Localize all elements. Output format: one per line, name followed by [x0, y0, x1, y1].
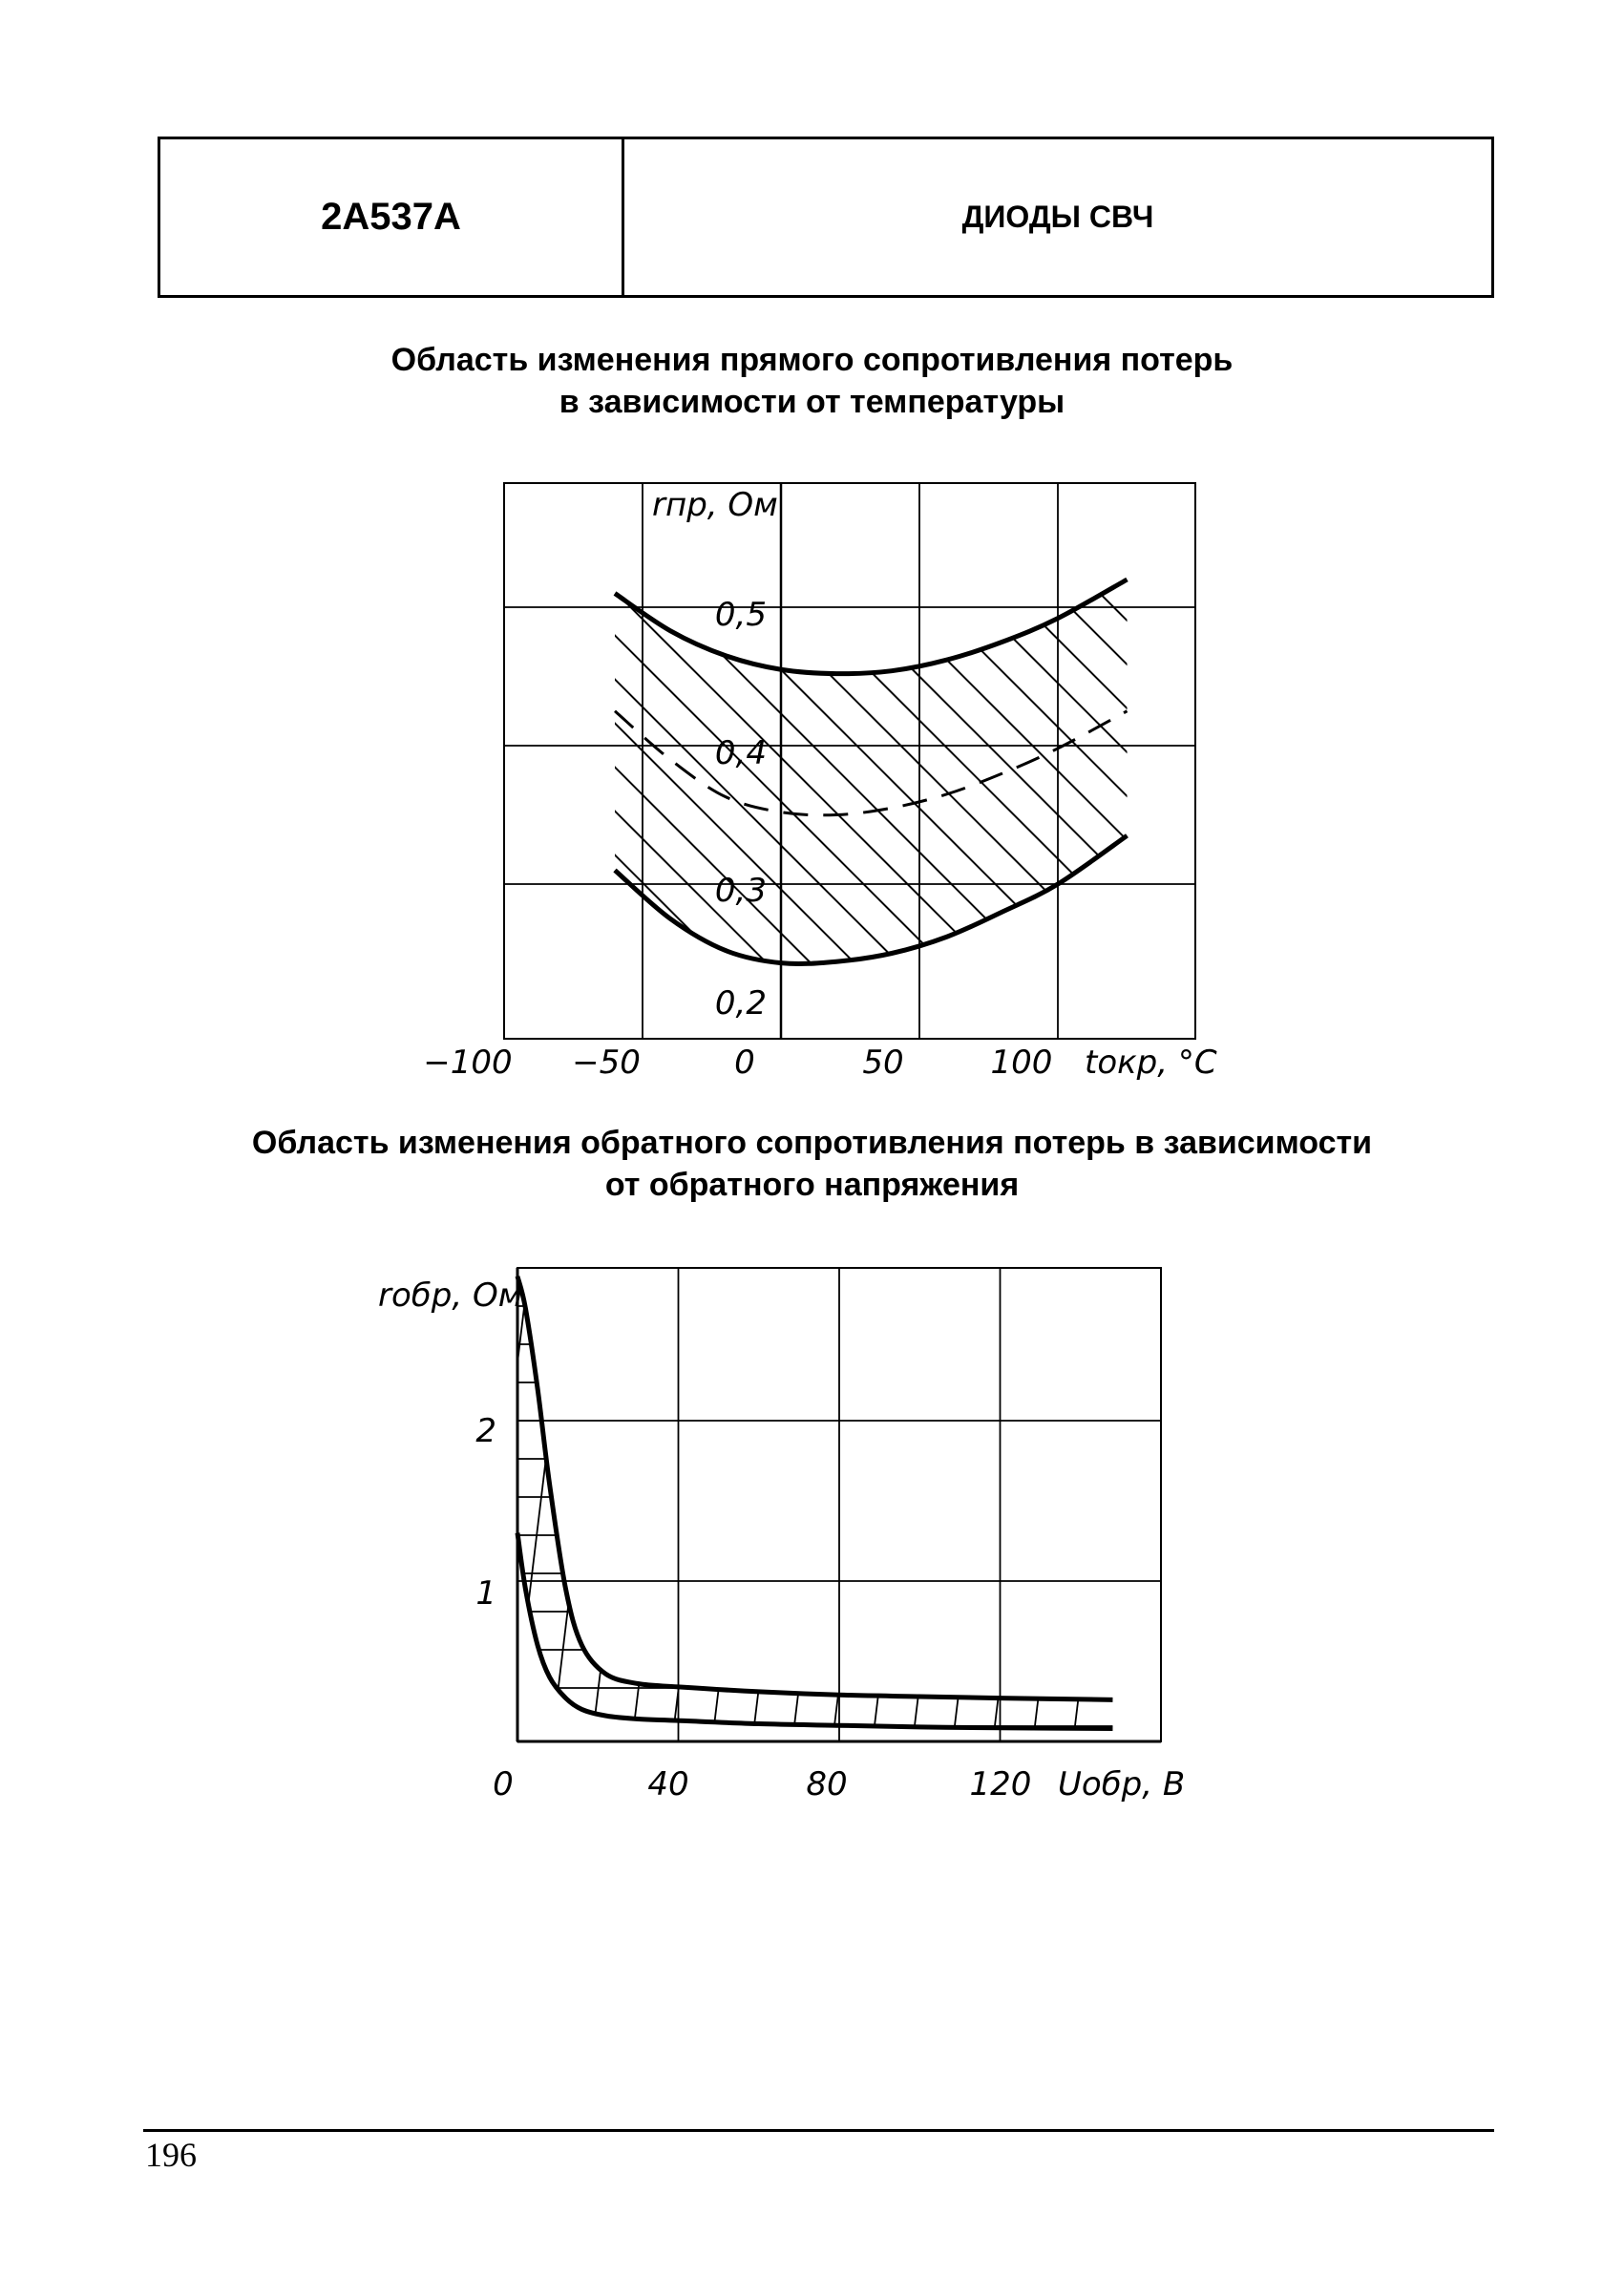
chart2-x-tick-label: 120 — [969, 1765, 1032, 1803]
chart2-hatch-group — [231, 1268, 1331, 1741]
chart1-hatch-line — [1176, 538, 1615, 978]
chart1-hatch-line — [474, 538, 913, 978]
chart2 — [231, 1268, 1331, 1803]
chart2-upper-curve — [517, 1276, 1112, 1700]
chart1-hatch-line — [298, 538, 737, 978]
chart1-x-tick-label: −100 — [423, 1044, 513, 1082]
chart1-hatch-line — [0, 538, 386, 978]
chart1-y-tick-label: 0,3 — [714, 872, 767, 910]
chart1-hatch-line — [0, 538, 430, 978]
chart1-hatch-line — [122, 538, 561, 978]
chart1-x-tick-label: 50 — [862, 1044, 904, 1082]
chart2-hatch-diag — [752, 1268, 810, 1741]
chart2-hatch-diag — [1234, 1268, 1291, 1741]
chart1-hatch-line — [1044, 538, 1484, 978]
chart1-hatch-line — [430, 538, 869, 978]
chart2-y-tick-label: 2 — [475, 1412, 496, 1450]
chart1-hatch-line — [210, 538, 649, 978]
chart1-title-line2: в зависимости от температуры — [559, 384, 1065, 420]
chart1-lower-curve — [615, 835, 1128, 963]
chart2-hatch-diag — [271, 1268, 328, 1741]
chart2-hatch-diag — [873, 1268, 930, 1741]
chart2-y-axis-label: rобр, Ом — [378, 1276, 523, 1315]
chart2-hatch-diag — [672, 1268, 729, 1741]
chart2-hatch-diag — [712, 1268, 770, 1741]
chart2-hatch-diag — [792, 1268, 850, 1741]
chart1-hatch-line — [166, 538, 605, 978]
footer-rule — [143, 2129, 1494, 2132]
chart1-title-line1: Область изменения прямого сопротивления потерь — [390, 342, 1234, 378]
chart1-hatch-line — [78, 538, 517, 978]
chart2-title-line2: от обратного напряжения — [604, 1167, 1020, 1203]
chart2-hatch-diag — [993, 1268, 1050, 1741]
chart2-x-tick-label: 0 — [493, 1765, 514, 1803]
chart1 — [0, 483, 1624, 1082]
chart1-y-tick-label: 0,5 — [714, 596, 767, 634]
chart1-x-axis-label: tокр, °С — [1085, 1044, 1217, 1082]
chart1-hatch-line — [1440, 538, 1624, 978]
chart1-hatch-line — [1396, 538, 1624, 978]
chart2-hatch-diag — [472, 1268, 529, 1741]
chart1-y-axis-label: rпр, Ом — [652, 486, 778, 524]
chart2-title-line1: Область изменения обратного сопротивления потерь в зависимости — [251, 1125, 1373, 1161]
chart1-hatch-line — [1088, 538, 1528, 978]
chart1-x-tick-label: −50 — [572, 1044, 641, 1082]
chart1-x-tick-label: 100 — [990, 1044, 1053, 1082]
chart2-hatch-diag — [432, 1268, 489, 1741]
chart2-hatch-diag — [1274, 1268, 1331, 1741]
chart1-y-tick-label: 0,2 — [714, 984, 767, 1023]
chart2-hatch-diag — [1073, 1268, 1130, 1741]
chart2-hatch-diag — [1033, 1268, 1090, 1741]
chart1-hatch-line — [1264, 538, 1624, 978]
chart1-hatch-line — [1308, 538, 1624, 978]
chart2-hatch-diag — [391, 1268, 449, 1741]
chart2-hatch-diag — [913, 1268, 970, 1741]
section-title: ДИОДЫ СВЧ — [961, 200, 1154, 234]
chart2-hatch-diag — [351, 1268, 409, 1741]
chart2-hatch-diag — [833, 1268, 890, 1741]
page-number: 196 — [145, 2136, 197, 2174]
chart1-hatch-line — [34, 538, 474, 978]
chart1-hatch-line — [1001, 538, 1440, 978]
chart2-hatch-diag — [231, 1268, 288, 1741]
chart1-hatch-group — [0, 538, 1624, 978]
chart1-y-tick-label: 0,4 — [714, 734, 767, 772]
chart2-hatch-diag — [953, 1268, 1010, 1741]
chart1-x-tick-label: 0 — [734, 1044, 755, 1082]
chart2-x-axis-label: Uобр, В — [1058, 1765, 1186, 1803]
chart1-hatch-line — [1132, 538, 1571, 978]
device-code: 2А537А — [321, 196, 461, 238]
chart1-upper-curve — [615, 580, 1128, 674]
chart2-hatch-diag — [311, 1268, 369, 1741]
chart1-hatch-line — [1352, 538, 1624, 978]
chart2-hatch-diag — [1193, 1268, 1251, 1741]
chart2-hatch-diag — [632, 1268, 689, 1741]
chart2-x-tick-label: 80 — [806, 1765, 848, 1803]
chart2-y-tick-label: 1 — [475, 1574, 496, 1613]
chart1-hatch-line — [957, 538, 1396, 978]
chart1-hatch-line — [1220, 538, 1624, 978]
chart2-x-tick-label: 40 — [647, 1765, 689, 1803]
